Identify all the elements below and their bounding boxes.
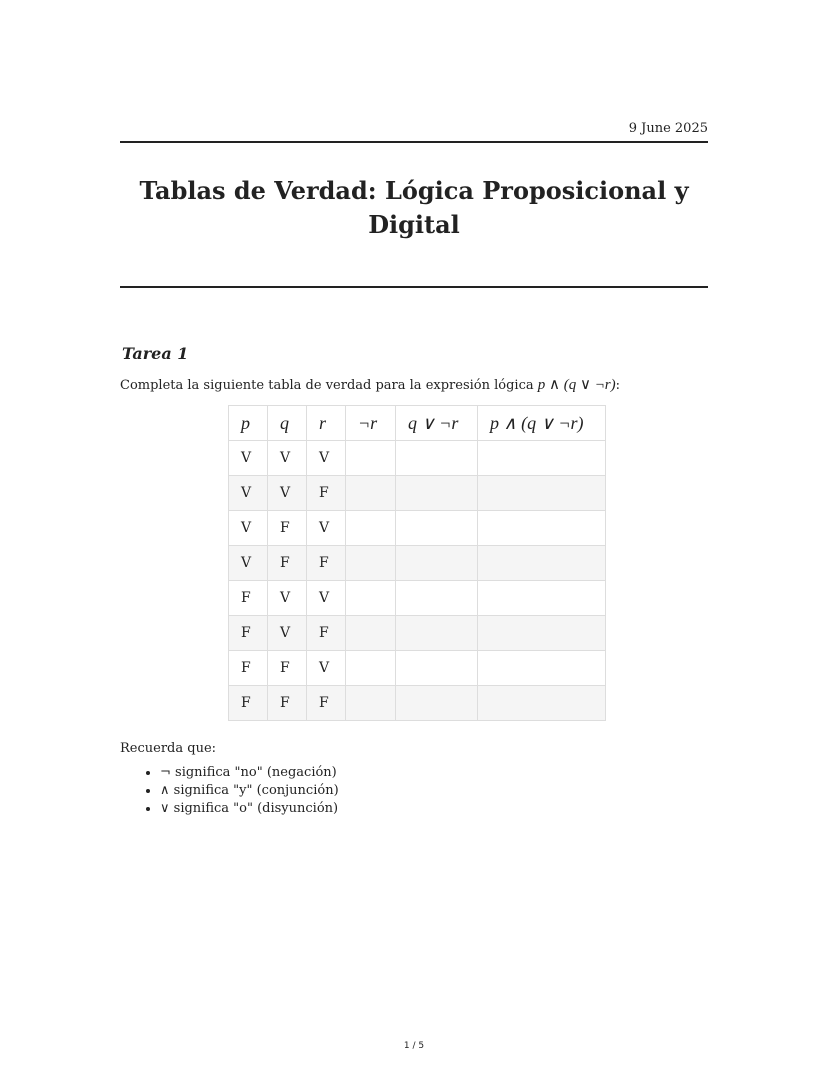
- value-cell: V: [268, 616, 307, 651]
- table-row: [229, 581, 606, 616]
- value-cell: V: [307, 581, 346, 616]
- answer-cell[interactable]: [346, 616, 396, 651]
- value-cell: V: [268, 581, 307, 616]
- header-cell: p: [229, 406, 268, 441]
- answer-cell[interactable]: [478, 441, 606, 476]
- intro-text: Completa la siguiente tabla de verdad para la expresión lógica: [120, 378, 538, 393]
- answer-cell[interactable]: [346, 476, 396, 511]
- answer-cell[interactable]: [478, 616, 606, 651]
- list-item: • ∧ significa "y" (conjunción): [160, 782, 339, 800]
- page-number: 1 / 5: [403, 1041, 425, 1051]
- recall-label: Recuerda que:: [120, 741, 217, 756]
- answer-cell[interactable]: [396, 686, 478, 721]
- answer-cell[interactable]: [346, 511, 396, 546]
- answer-cell[interactable]: [396, 476, 478, 511]
- answer-cell[interactable]: [396, 441, 478, 476]
- legend-list: [120, 764, 339, 818]
- answer-cell[interactable]: [478, 476, 606, 511]
- truth-table: [228, 405, 606, 721]
- table-row: [229, 651, 606, 686]
- answer-cell[interactable]: [396, 511, 478, 546]
- value-cell: F: [268, 511, 307, 546]
- answer-cell[interactable]: [346, 651, 396, 686]
- list-item: • ∨ significa "o" (disyunción): [160, 800, 339, 818]
- value-cell: F: [307, 686, 346, 721]
- value-cell: F: [307, 616, 346, 651]
- value-cell: V: [307, 511, 346, 546]
- value-cell: F: [307, 546, 346, 581]
- header-cell: ¬r: [346, 406, 396, 441]
- value-cell: V: [307, 441, 346, 476]
- answer-cell[interactable]: [346, 686, 396, 721]
- value-cell: V: [229, 441, 268, 476]
- document-date: 9 June 2025: [628, 121, 708, 136]
- table-row: [229, 476, 606, 511]
- answer-cell[interactable]: [346, 546, 396, 581]
- answer-cell[interactable]: [346, 581, 396, 616]
- value-cell: V: [229, 511, 268, 546]
- header-cell: q ∨ ¬r: [396, 406, 478, 441]
- header-cell: q: [268, 406, 307, 441]
- answer-cell[interactable]: [396, 616, 478, 651]
- answer-cell[interactable]: [478, 546, 606, 581]
- answer-cell[interactable]: [478, 511, 606, 546]
- value-cell: V: [229, 546, 268, 581]
- list-item: • ¬ significa "no" (negación): [160, 764, 339, 782]
- table-row: [229, 546, 606, 581]
- value-cell: F: [268, 686, 307, 721]
- value-cell: F: [268, 546, 307, 581]
- answer-cell[interactable]: [478, 686, 606, 721]
- table-row: [229, 441, 606, 476]
- value-cell: F: [229, 686, 268, 721]
- answer-cell[interactable]: [478, 581, 606, 616]
- value-cell: F: [307, 476, 346, 511]
- table-row: [229, 616, 606, 651]
- intro-paragraph: [120, 375, 620, 394]
- value-cell: F: [268, 651, 307, 686]
- answer-cell[interactable]: [396, 546, 478, 581]
- intro-end: :: [615, 378, 621, 393]
- value-cell: F: [229, 651, 268, 686]
- document-title: Tablas de Verdad: Lógica Proposicional y Digital: [139, 176, 689, 239]
- section-heading: Tarea 1: [122, 344, 189, 363]
- value-cell: V: [268, 441, 307, 476]
- value-cell: V: [268, 476, 307, 511]
- expression: p ∧ (q ∨ ¬r): [537, 377, 616, 393]
- answer-cell[interactable]: [478, 651, 606, 686]
- header-cell: p ∧ (q ∨ ¬r): [478, 406, 606, 441]
- title-rule: [120, 286, 708, 288]
- value-cell: V: [229, 476, 268, 511]
- value-cell: F: [229, 616, 268, 651]
- table-row: [229, 686, 606, 721]
- answer-cell[interactable]: [396, 651, 478, 686]
- header-rule: [120, 141, 708, 143]
- header-cell: r: [307, 406, 346, 441]
- value-cell: F: [229, 581, 268, 616]
- table-row: [229, 511, 606, 546]
- table-header-row: [229, 406, 606, 441]
- value-cell: V: [307, 651, 346, 686]
- answer-cell[interactable]: [396, 581, 478, 616]
- answer-cell[interactable]: [346, 441, 396, 476]
